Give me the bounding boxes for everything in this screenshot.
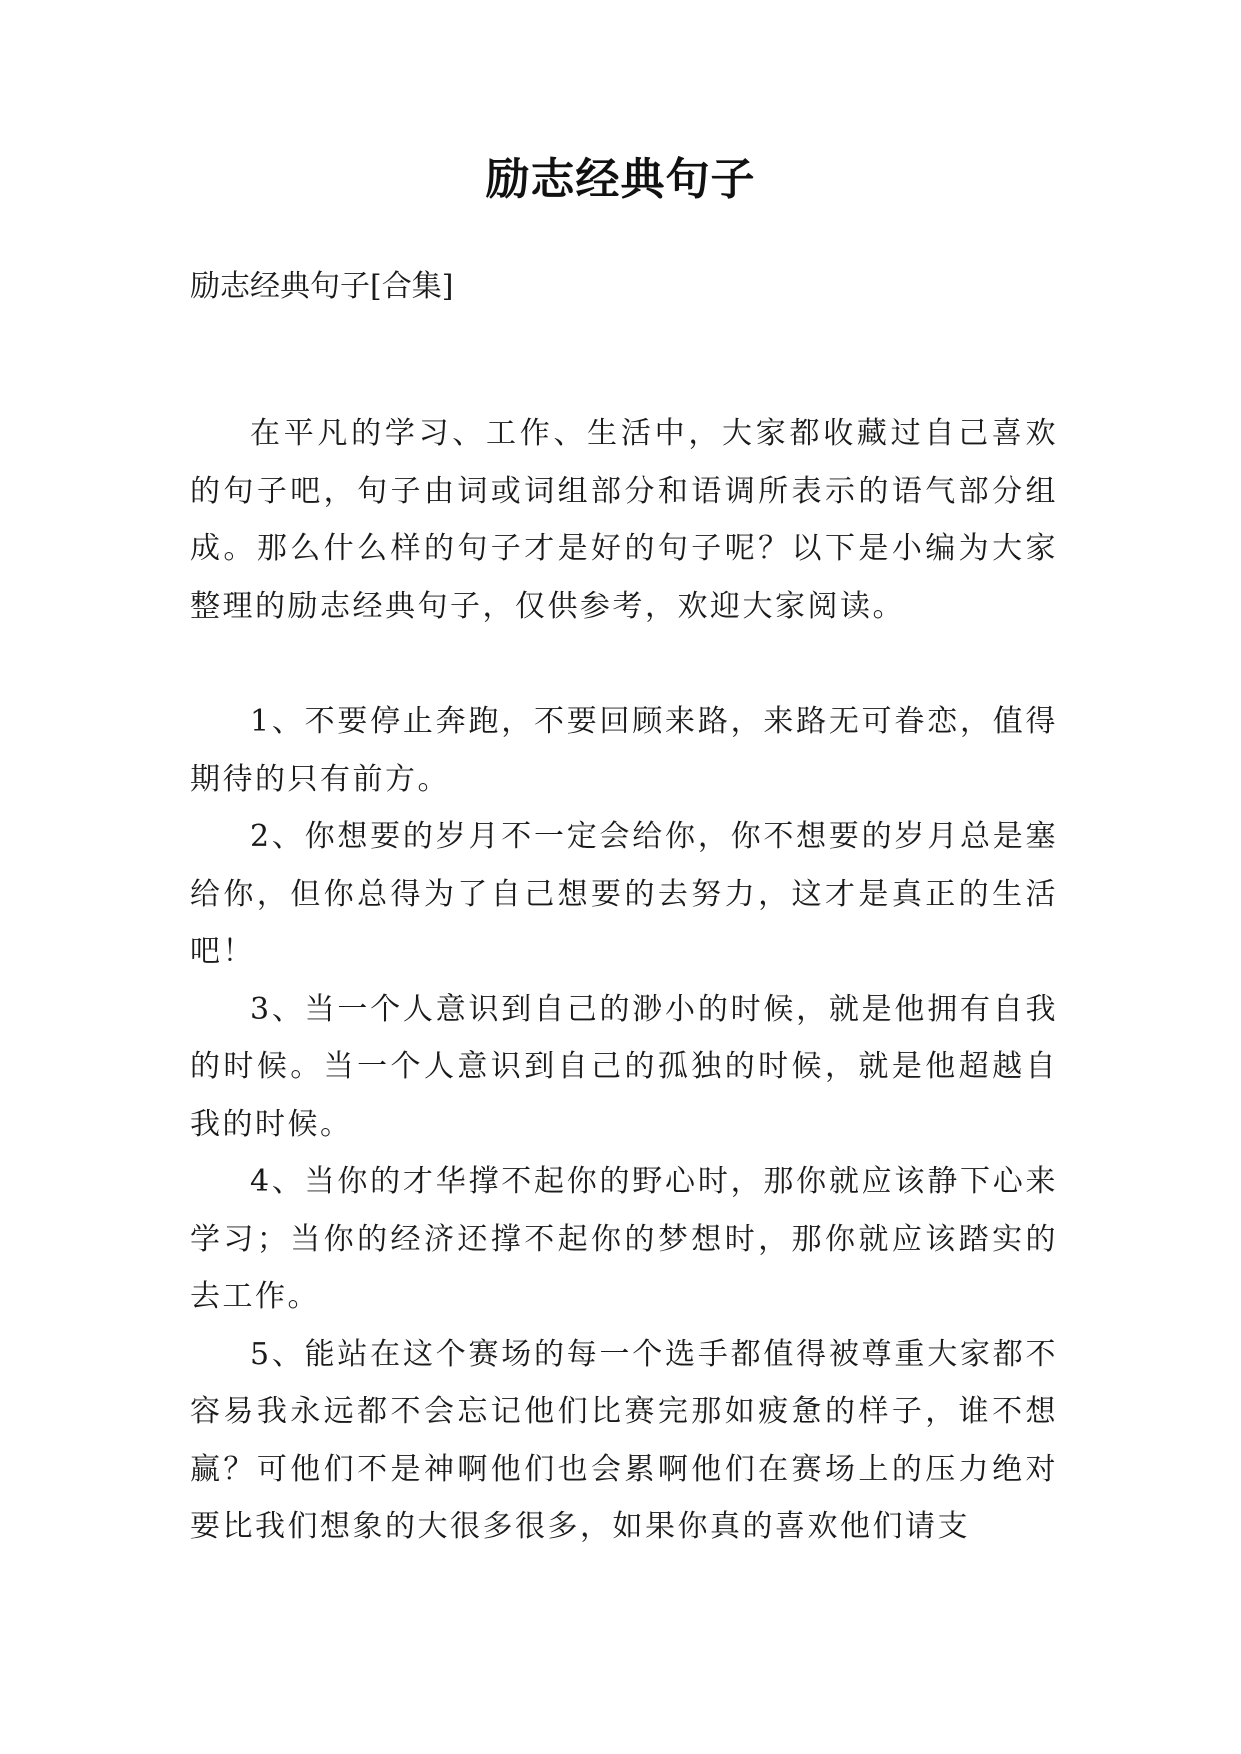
quote-item-3: 3、当一个人意识到自己的渺小的时候，就是他拥有自我的时候。当一个人意识到自己的孤独的时候，就是他超越自我的时候。 (190, 991, 1058, 1142)
quote-item-2: 2、你想要的岁月不一定会给你，你不想要的岁月总是塞给你，但你总得为了自己想要的去努力，这才是真正的生活吧！ (190, 819, 1058, 969)
document-subtitle: 励志经典句子[合集] (190, 269, 454, 304)
quote-item-5: 5、能站在这个赛场的每一个选手都值得被尊重大家都不容易我永远都不会忘记他们比赛完那如疲惫的样子，谁不想赢？可他们不是神啊他们也会累啊他们在赛场上的压力绝对要比我们想象的大很多很多，如果你真的喜欢他们请支 (190, 1336, 1058, 1544)
document-body (190, 405, 1058, 1556)
quote-item-1: 1、不要停止奔跑，不要回顾来路，来路无可眷恋，值得期待的只有前方。 (190, 704, 1058, 797)
intro-paragraph: 在平凡的学习、工作、生活中，大家都收藏过自己喜欢的句子吧，句子由词或词组部分和语调所表示的语气部分组成。那么什么样的句子才是好的句子呢？以下是小编为大家整理的励志经典句子，仅供参考，欢迎大家阅读。 (190, 416, 1058, 624)
document-title: 励志经典句子 (485, 154, 756, 205)
quote-item-4: 4、当你的才华撑不起你的野心时，那你就应该静下心来学习；当你的经济还撑不起你的梦想时，那你就应该踏实的去工作。 (190, 1164, 1058, 1314)
